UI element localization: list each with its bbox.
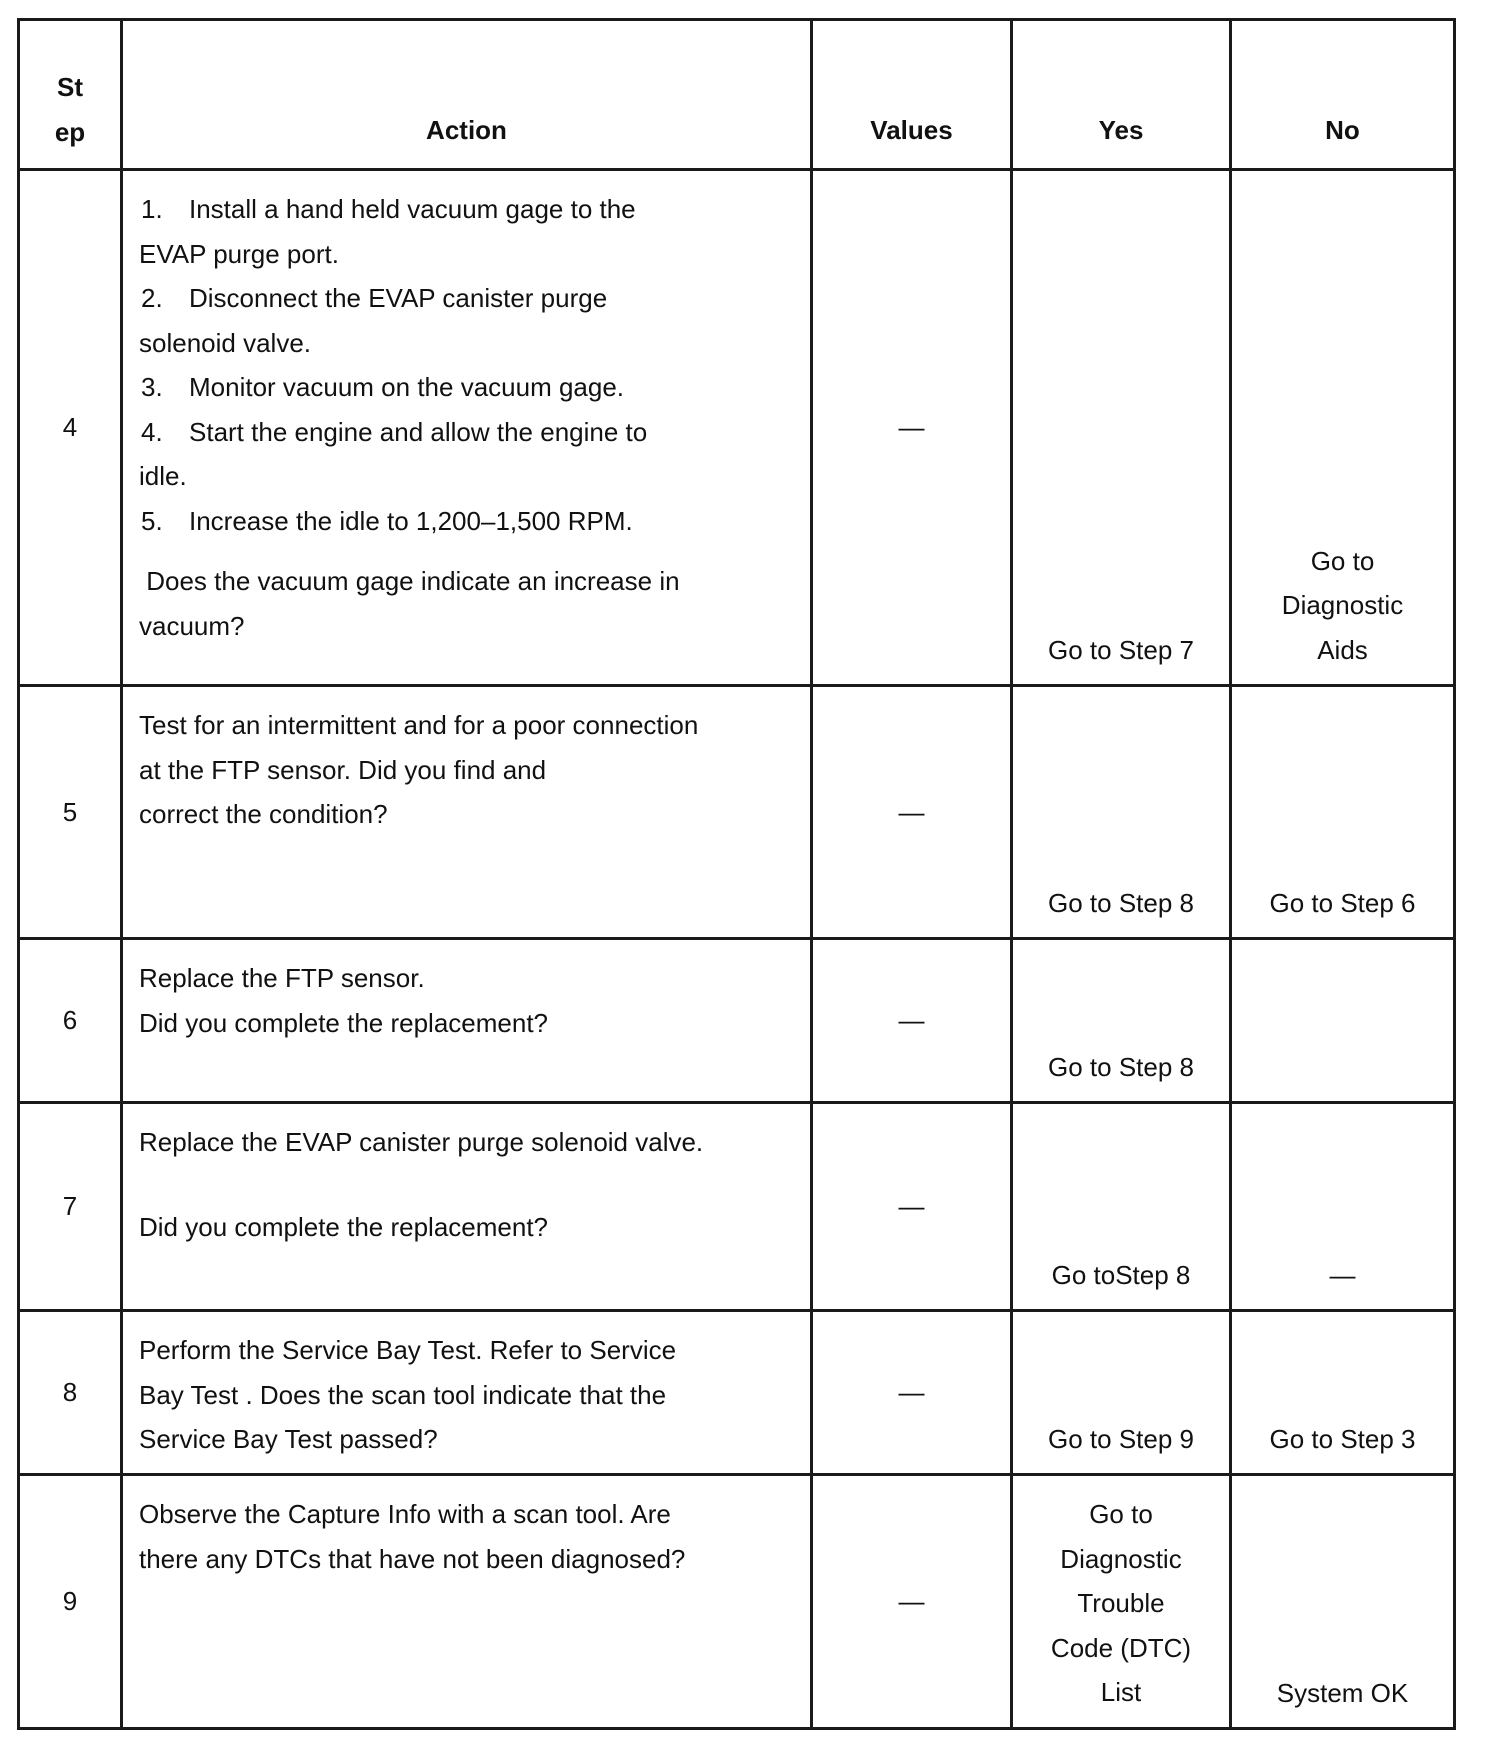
header-action: Action [122, 20, 812, 170]
header-step-l2: ep [54, 116, 86, 147]
step-number: 7 [19, 1103, 122, 1311]
step-number: 6 [19, 939, 122, 1103]
step-number: 9 [19, 1475, 122, 1729]
header-no: No [1231, 20, 1455, 170]
table-row [19, 1103, 1455, 1311]
values-cell: — [812, 170, 1012, 686]
header-step-l1: St [57, 72, 83, 102]
header-values: Values [812, 20, 1012, 170]
header-row [19, 20, 1455, 170]
step-number: 4 [19, 170, 122, 686]
no-cell: Go to Step 6 [1231, 686, 1455, 939]
table-row [19, 686, 1455, 939]
action-item-cont: EVAP purge port. [139, 238, 339, 269]
action-question: Does the vacuum gage indicate an increase in [139, 566, 680, 596]
action-item: 5. Increase the idle to 1,200–1,500 RPM. [141, 505, 633, 536]
header-step [19, 20, 122, 170]
values-cell: — [812, 939, 1012, 1103]
action-item: 1. Install a hand held vacuum gage to the [141, 194, 636, 224]
values-cell: — [812, 1103, 1012, 1311]
action-item: 4. Start the engine and allow the engine to [141, 416, 648, 447]
action-item: 3. Monitor vacuum on the vacuum gage. [141, 372, 625, 402]
no-cell: Go to Diagnostic Aids [1231, 170, 1455, 686]
values-cell: — [812, 1311, 1012, 1475]
step-number: 8 [19, 1311, 122, 1475]
values-cell: — [812, 686, 1012, 939]
action-item-cont: idle. [139, 461, 187, 491]
yes-cell: Go to Step 8 [1012, 939, 1231, 1103]
yes-cell: Go to Diagnostic Trouble Code (DTC) List [1012, 1475, 1231, 1729]
action-cell: Observe the Capture Info with a scan tool. Are there any DTCs that have not been diagnosed? [122, 1475, 812, 1729]
step-number: 5 [19, 686, 122, 939]
no-cell [1231, 939, 1455, 1103]
action-question-cont: vacuum? [139, 610, 245, 641]
no-cell: System OK [1231, 1475, 1455, 1729]
header-yes: Yes [1012, 20, 1231, 170]
yes-cell: Go to Step 9 [1012, 1311, 1231, 1475]
action-item-cont: solenoid valve. [139, 327, 311, 358]
yes-cell: Go to Step 8 [1012, 686, 1231, 939]
table-row [19, 170, 1455, 686]
values-cell: — [812, 1475, 1012, 1729]
action-cell [122, 170, 812, 686]
action-cell: Test for an intermittent and for a poor connection at the FTP sensor. Did you find and correct the condition? [122, 686, 812, 939]
action-cell: Replace the EVAP canister purge solenoid valve. Did you complete the replacement? [122, 1103, 812, 1311]
table-row [19, 1475, 1455, 1729]
table-row [19, 939, 1455, 1103]
no-cell: — [1231, 1103, 1455, 1311]
yes-cell: Go to Step 7 [1012, 170, 1231, 686]
action-cell: Replace the FTP sensor. Did you complete the replacement? [122, 939, 812, 1103]
yes-cell: Go toStep 8 [1012, 1103, 1231, 1311]
diagnostic-table [17, 18, 1456, 1730]
no-cell: Go to Step 3 [1231, 1311, 1455, 1475]
action-item: 2. Disconnect the EVAP canister purge [141, 283, 608, 313]
table-row [19, 1311, 1455, 1475]
action-cell: Perform the Service Bay Test. Refer to Service Bay Test . Does the scan tool indicate that the Service Bay Test passed? [122, 1311, 812, 1475]
